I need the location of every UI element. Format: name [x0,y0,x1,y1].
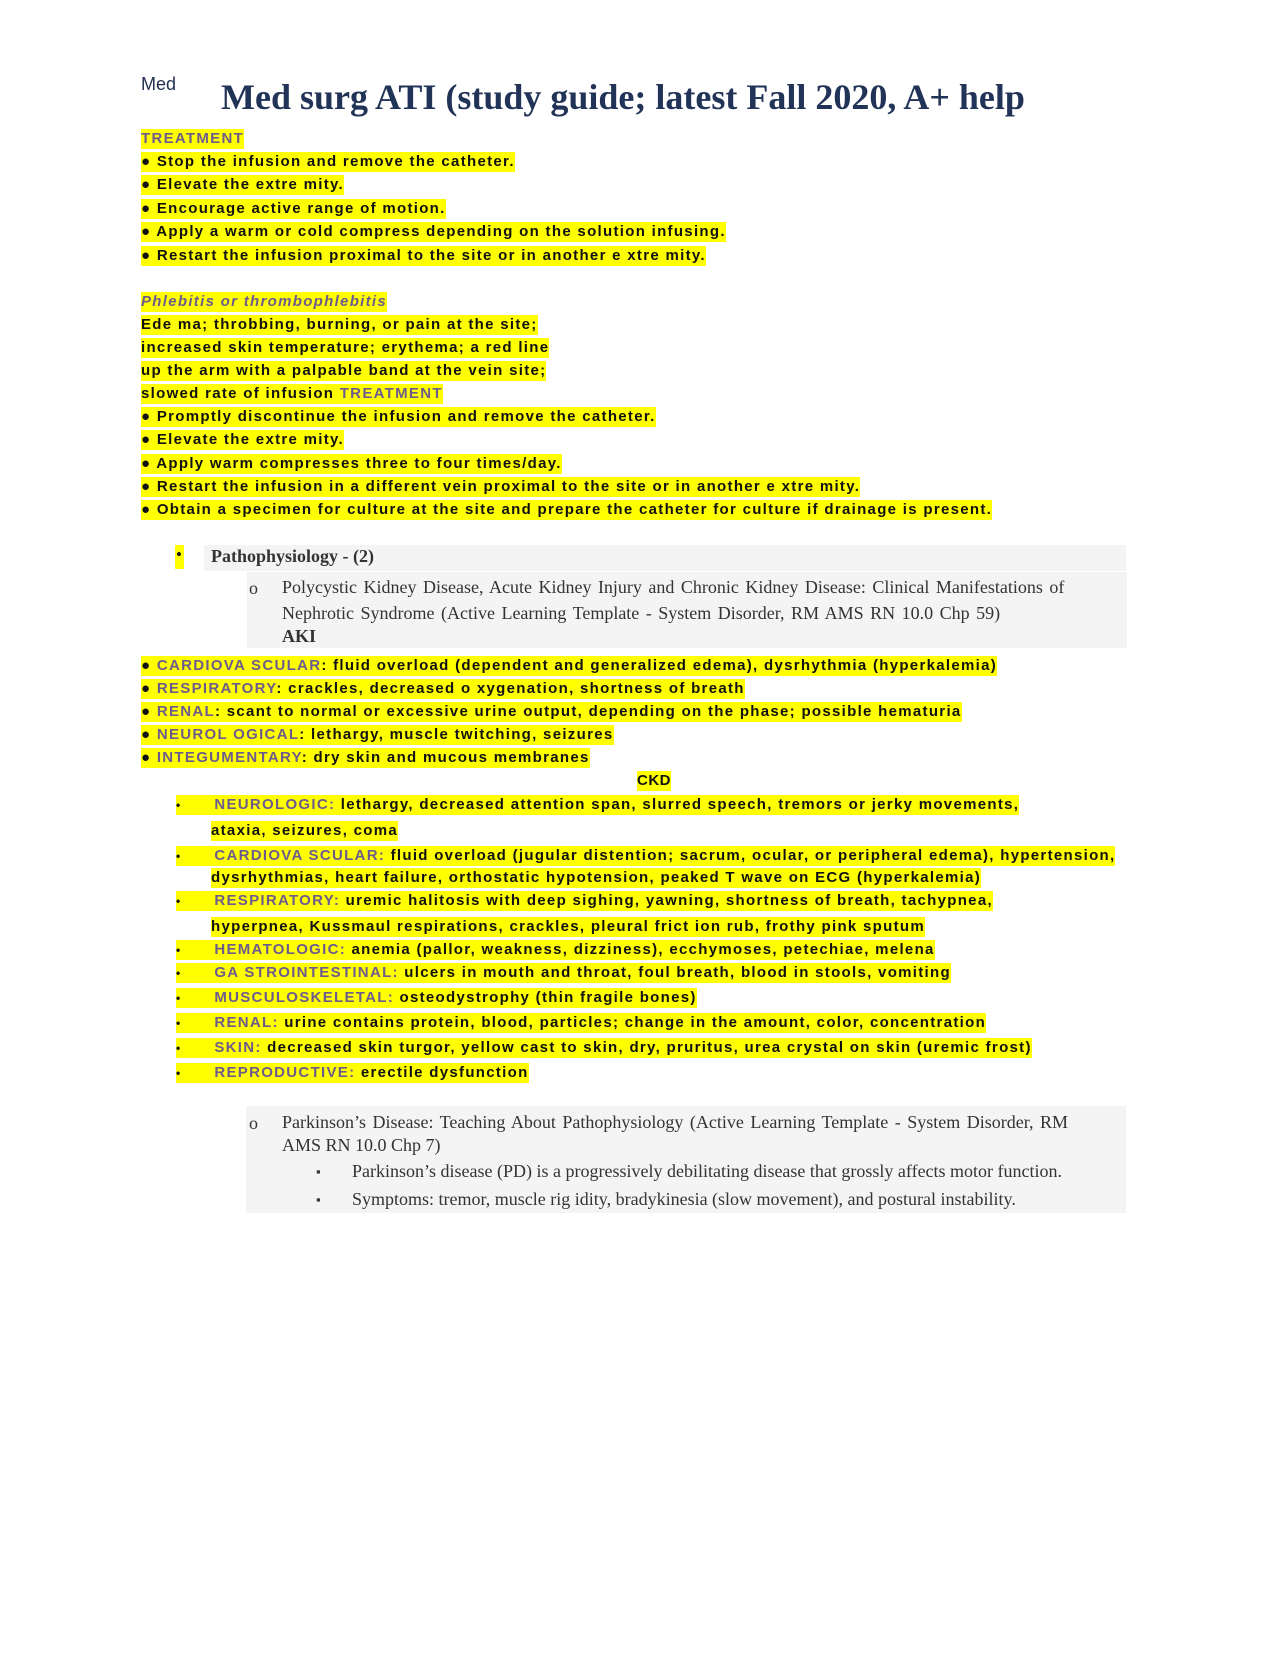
aki-text: : crackles, decreased o xygenation, shortness of breath [276,680,745,697]
ckd-text: urine contains protein, blood, particles; change in the amount, color, concentration [278,1014,987,1031]
aki-system: CARDIOVA SCULAR [156,657,322,674]
aki-system: RESPIRATORY [156,680,277,697]
parkinson-title-cont: AMS RN 10.0 Chp 7) [282,1135,441,1155]
ckd-bullet: • [176,798,182,812]
ckd-system: GA STROINTESTINAL: [214,964,399,981]
aki-system: RENAL [156,703,215,720]
ckd-item [176,940,935,960]
ckd-item [176,963,951,983]
ckd-item [176,1063,529,1083]
phlebitis-treatment-label: TREATMENT [339,385,443,402]
aki-item [141,656,997,676]
ckd-text: ulcers in mouth and throat, foul breath, blood in stools, vomiting [398,964,951,981]
patho-sub-line: Nephrotic Syndrome (Active Learning Template - System Disorder, RM AMS RN 10.0 Chp 59) [282,603,1001,623]
phlebitis-line: slowed rate of infusion [141,385,335,402]
aki-text: : scant to normal or excessive urine output, depending on the phase; possible hematuria [215,703,962,720]
ckd-system: HEMATOLOGIC: [214,941,347,958]
aki-bullet: ● [141,657,157,674]
aki-bullet: ● [141,703,157,720]
ckd-system: RENAL: [214,1014,279,1031]
aki-bullet: ● [141,726,157,743]
treatment-item: ● Encourage active range of motion. [141,200,446,217]
patho-label [211,546,374,567]
running-header: Med [141,74,177,94]
treatment-item: ● Elevate the extre mity. [141,176,345,193]
ckd-text: anemia (pallor, weakness, dizziness), ecchymoses, petechiae, melena [346,941,935,958]
phlebitis-line: up the arm with a palpable band at the vein site; [141,362,547,379]
ckd-system: RESPIRATORY: [214,892,341,909]
ckd-item [176,1038,1032,1058]
parkinson-square-bullet: ▪ [316,1192,321,1207]
ckd-bullet: • [176,849,182,863]
parkinson-bullet: o [249,1113,258,1133]
aki-text: : lethargy, muscle twitching, seizures [299,726,614,743]
ckd-bullet: • [176,991,182,1005]
ckd-item-cont: dysrhythmias, heart failure, orthostatic hypotension, peaked T wave on ECG (hyperkalemia) [211,869,982,886]
ckd-item [176,795,1019,815]
aki-label: AKI [282,626,317,646]
aki-item [141,748,590,768]
treatment-heading: TREATMENT [141,130,245,147]
ckd-system: REPRODUCTIVE: [214,1064,356,1081]
aki-bullet: ● [141,680,157,697]
aki-item [141,702,962,722]
patho-sub-bullet: o [249,578,258,598]
treatment-item: ● Restart the infusion proximal to the site or in another e xtre mity. [141,247,706,264]
aki-item [141,725,614,745]
aki-bullet: ● [141,749,157,766]
patho-sub-line: Polycystic Kidney Disease, Acute Kidney Injury and Chronic Kidney Disease: Clinical Manifestations of [282,577,1065,597]
parkinson-square-bullet: ▪ [316,1164,321,1179]
ckd-system: SKIN: [214,1039,262,1056]
phlebitis-line: increased skin temperature; erythema; a red line [141,339,550,356]
page-title: Med surg ATI (study guide; latest Fall 2020, A+ help [221,77,1025,117]
ckd-system: NEUROLOGIC: [214,796,336,813]
ckd-text: osteodystrophy (thin fragile bones) [394,989,697,1006]
ckd-bullet: • [176,966,182,980]
ckd-text: erectile dysfunction [355,1064,529,1081]
phlebitis-item: ● Promptly discontinue the infusion and remove the catheter. [141,408,656,425]
parkinson-point: Parkinson’s disease (PD) is a progressively debilitating disease that grossly affects motor function. [352,1161,1063,1181]
ckd-system: MUSCULOSKELETAL: [214,989,395,1006]
ckd-item [176,846,1115,866]
patho-label-text: Pathophysiology [211,546,339,566]
phlebitis-item: ● Restart the infusion in a different vein proximal to the site or in another e xtre mity. [141,478,861,495]
aki-item [141,679,745,699]
aki-system: NEUROL OGICAL [156,726,300,743]
ckd-system: CARDIOVA SCULAR: [214,847,386,864]
ckd-bullet: • [176,894,182,908]
phlebitis-item: ● Elevate the extre mity. [141,431,345,448]
ckd-bullet: • [176,1066,182,1080]
ckd-heading: CKD [637,772,671,789]
ckd-bullet: • [176,943,182,957]
treatment-item: ● Stop the infusion and remove the catheter. [141,153,515,170]
ckd-text: uremic halitosis with deep sighing, yawning, shortness of breath, tachypnea, [340,892,993,909]
ckd-item-cont: ataxia, seizures, coma [211,822,399,839]
phlebitis-line-last [141,384,443,404]
aki-text: : fluid overload (dependent and generalized edema), dysrhythmia (hyperkalemia) [321,657,998,674]
patho-count: - (2) [342,546,375,566]
phlebitis-item: ● Apply warm compresses three to four times/day. [141,455,562,472]
aki-text: : dry skin and mucous membranes [301,749,590,766]
ckd-item [176,988,697,1008]
phlebitis-heading: Phlebitis or thrombophlebitis [141,293,388,310]
ckd-bullet: • [176,1041,182,1055]
patho-bullet: • [176,545,182,564]
ckd-item-cont: hyperpnea, Kussmaul respirations, crackles, pleural frict ion rub, frothy pink sputum [211,918,925,935]
parkinson-point: Symptoms: tremor, muscle rig idity, bradykinesia (slow movement), and postural instability. [352,1189,1016,1209]
ckd-item [176,1013,986,1033]
ckd-text: fluid overload (jugular distention; sacrum, ocular, or peripheral edema), hypertension, [385,847,1116,864]
phlebitis-item: ● Obtain a specimen for culture at the site and prepare the catheter for culture if drainage is present. [141,501,993,518]
phlebitis-line: Ede ma; throbbing, burning, or pain at the site; [141,316,538,333]
ckd-text: lethargy, decreased attention span, slurred speech, tremors or jerky movements, [335,796,1020,813]
ckd-bullet: • [176,1016,182,1030]
parkinson-title: Parkinson’s Disease: Teaching About Pathophysiology (Active Learning Template - System Disorder, RM [282,1112,1068,1132]
treatment-item: ● Apply a warm or cold compress depending on the solution infusing. [141,223,726,240]
ckd-item [176,891,993,911]
ckd-text: decreased skin turgor, yellow cast to skin, dry, pruritus, urea crystal on skin (uremic frost) [261,1039,1032,1056]
aki-system: INTEGUMENTARY [156,749,302,766]
